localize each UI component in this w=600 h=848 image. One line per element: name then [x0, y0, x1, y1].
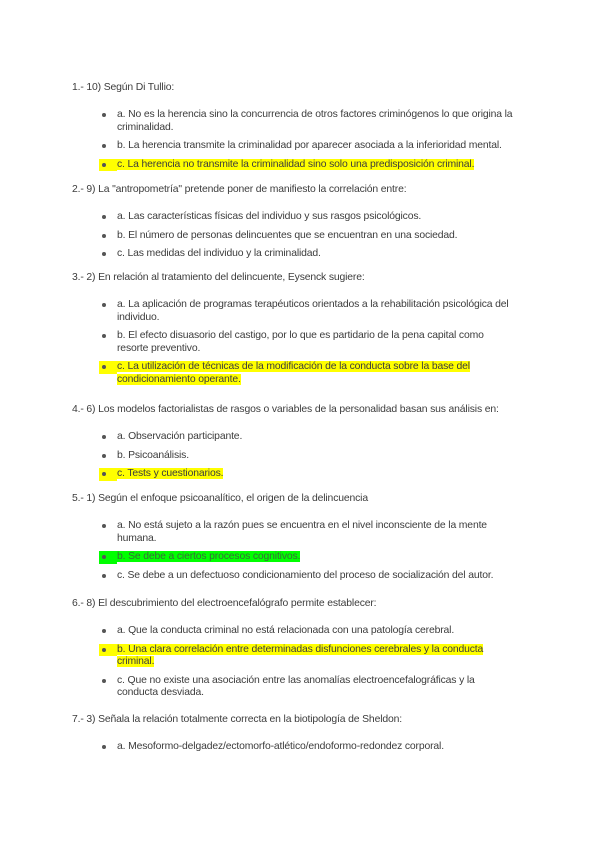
option-a — [72, 109, 517, 134]
question-2 — [72, 183, 542, 261]
option-text: a. No es la herencia sino la concurrencia de otros factores criminógenos lo que origina la criminalidad. — [117, 109, 513, 133]
option-c — [72, 675, 517, 700]
option-text: a. No está sujeto a la razón pues se encuentra en el nivel inconsciente de la mente humana. — [117, 520, 487, 544]
option-a — [72, 431, 517, 444]
question-title: 2.- 9) La "antropometría" pretende poner de manifiesto la correlación entre: — [72, 184, 407, 195]
option-text: c. Las medidas del individuo y la criminalidad. — [117, 248, 321, 260]
bullet-icon — [102, 524, 106, 528]
bullet-icon — [102, 252, 106, 256]
options-list — [72, 211, 542, 261]
option-b — [72, 450, 517, 463]
option-text: b. El número de personas delincuentes que se encuentran en una sociedad. — [117, 229, 458, 241]
option-text: b. Psicoanálisis. — [117, 449, 189, 461]
option-text: b. La herencia transmite la criminalidad por aparecer asociada a la inferioridad mental. — [117, 140, 502, 152]
option-text: b. Una clara correlación entre determinadas disfunciones cerebrales y la conducta criminal. — [117, 643, 484, 668]
option-b — [72, 330, 517, 355]
option-text: c. La herencia no transmite la criminalidad sino solo una predisposición criminal. — [117, 158, 475, 170]
bullet-icon — [102, 574, 106, 578]
option-b-highlighted — [72, 644, 517, 669]
question-3 — [72, 271, 542, 387]
question-1 — [72, 81, 542, 171]
option-a — [72, 520, 517, 545]
bullet-icon — [102, 234, 106, 238]
options-list — [72, 520, 542, 582]
question-6 — [72, 597, 542, 700]
question-title: 5.- 1) Según el enfoque psicoanalítico, el origen de la delincuencia — [72, 493, 368, 504]
option-b-highlighted — [72, 551, 517, 564]
option-text: a. Que la conducta criminal no está relacionada con una patología cerebral. — [117, 625, 455, 636]
options-list — [72, 299, 542, 387]
question-5 — [72, 492, 542, 582]
option-text: a. La aplicación de programas terapéuticos orientados a la rehabilitación psicológica del individuo. — [117, 299, 509, 323]
bullet-icon — [102, 745, 106, 749]
bullet-icon — [102, 113, 106, 117]
option-c-highlighted — [72, 468, 517, 481]
question-7 — [72, 713, 542, 754]
bullet-icon — [102, 303, 106, 307]
option-c-highlighted — [72, 159, 517, 172]
option-text: b. El efecto disuasorio del castigo, por lo que es partidario de la pena capital como resorte preventivo. — [117, 330, 484, 354]
option-a — [72, 741, 517, 754]
question-title: 6.- 8) El descubrimiento del electroencefalógrafo permite establecer: — [72, 598, 377, 609]
bullet-icon — [102, 144, 106, 148]
option-c — [72, 570, 517, 583]
option-c — [72, 248, 517, 261]
option-text: c. Se debe a un defectuoso condicionamiento del proceso de socialización del autor. — [117, 569, 494, 581]
option-text: a. Las características físicas del individuo y sus rasgos psicológicos. — [117, 211, 422, 222]
question-title: 3.- 2) En relación al tratamiento del delincuente, Eysenck sugiere: — [72, 272, 365, 283]
option-text: a. Mesoformo-delgadez/ectomorfo-atlético/endoformo-redondez corporal. — [117, 741, 444, 752]
options-list — [72, 431, 542, 481]
question-title: 1.- 10) Según Di Tullio: — [72, 82, 175, 93]
bullet-icon — [102, 454, 106, 458]
bullet-icon — [102, 648, 106, 652]
options-list — [72, 741, 542, 754]
option-text: c. Que no existe una asociación entre las anomalías electroencefalográficas y la conducta desviada. — [117, 674, 475, 699]
bullet-icon — [102, 435, 106, 439]
option-text: a. Observación participante. — [117, 431, 243, 442]
option-text: c. La utilización de técnicas de la modificación de la conducta sobre la base del condicionamiento operante. — [117, 361, 470, 385]
option-c-highlighted — [72, 361, 517, 386]
option-a — [72, 211, 517, 224]
bullet-icon — [102, 163, 106, 167]
bullet-icon — [102, 334, 106, 338]
bullet-icon — [102, 629, 106, 633]
question-4 — [72, 403, 542, 481]
option-text: c. Tests y cuestionarios. — [117, 468, 224, 480]
options-list — [72, 625, 542, 700]
question-title: 4.- 6) Los modelos factorialistas de rasgos o variables de la personalidad basan sus análisis en: — [72, 404, 499, 415]
bullet-icon — [102, 679, 106, 683]
option-a — [72, 625, 517, 638]
options-list — [72, 109, 542, 171]
option-a — [72, 299, 517, 324]
bullet-icon — [102, 215, 106, 219]
question-title: 7.- 3) Señala la relación totalmente correcta en la biotipología de Sheldon: — [72, 714, 402, 725]
option-text: b. Se debe a ciertos procesos cognitivos. — [117, 551, 301, 563]
option-b — [72, 230, 517, 243]
option-b — [72, 140, 517, 153]
